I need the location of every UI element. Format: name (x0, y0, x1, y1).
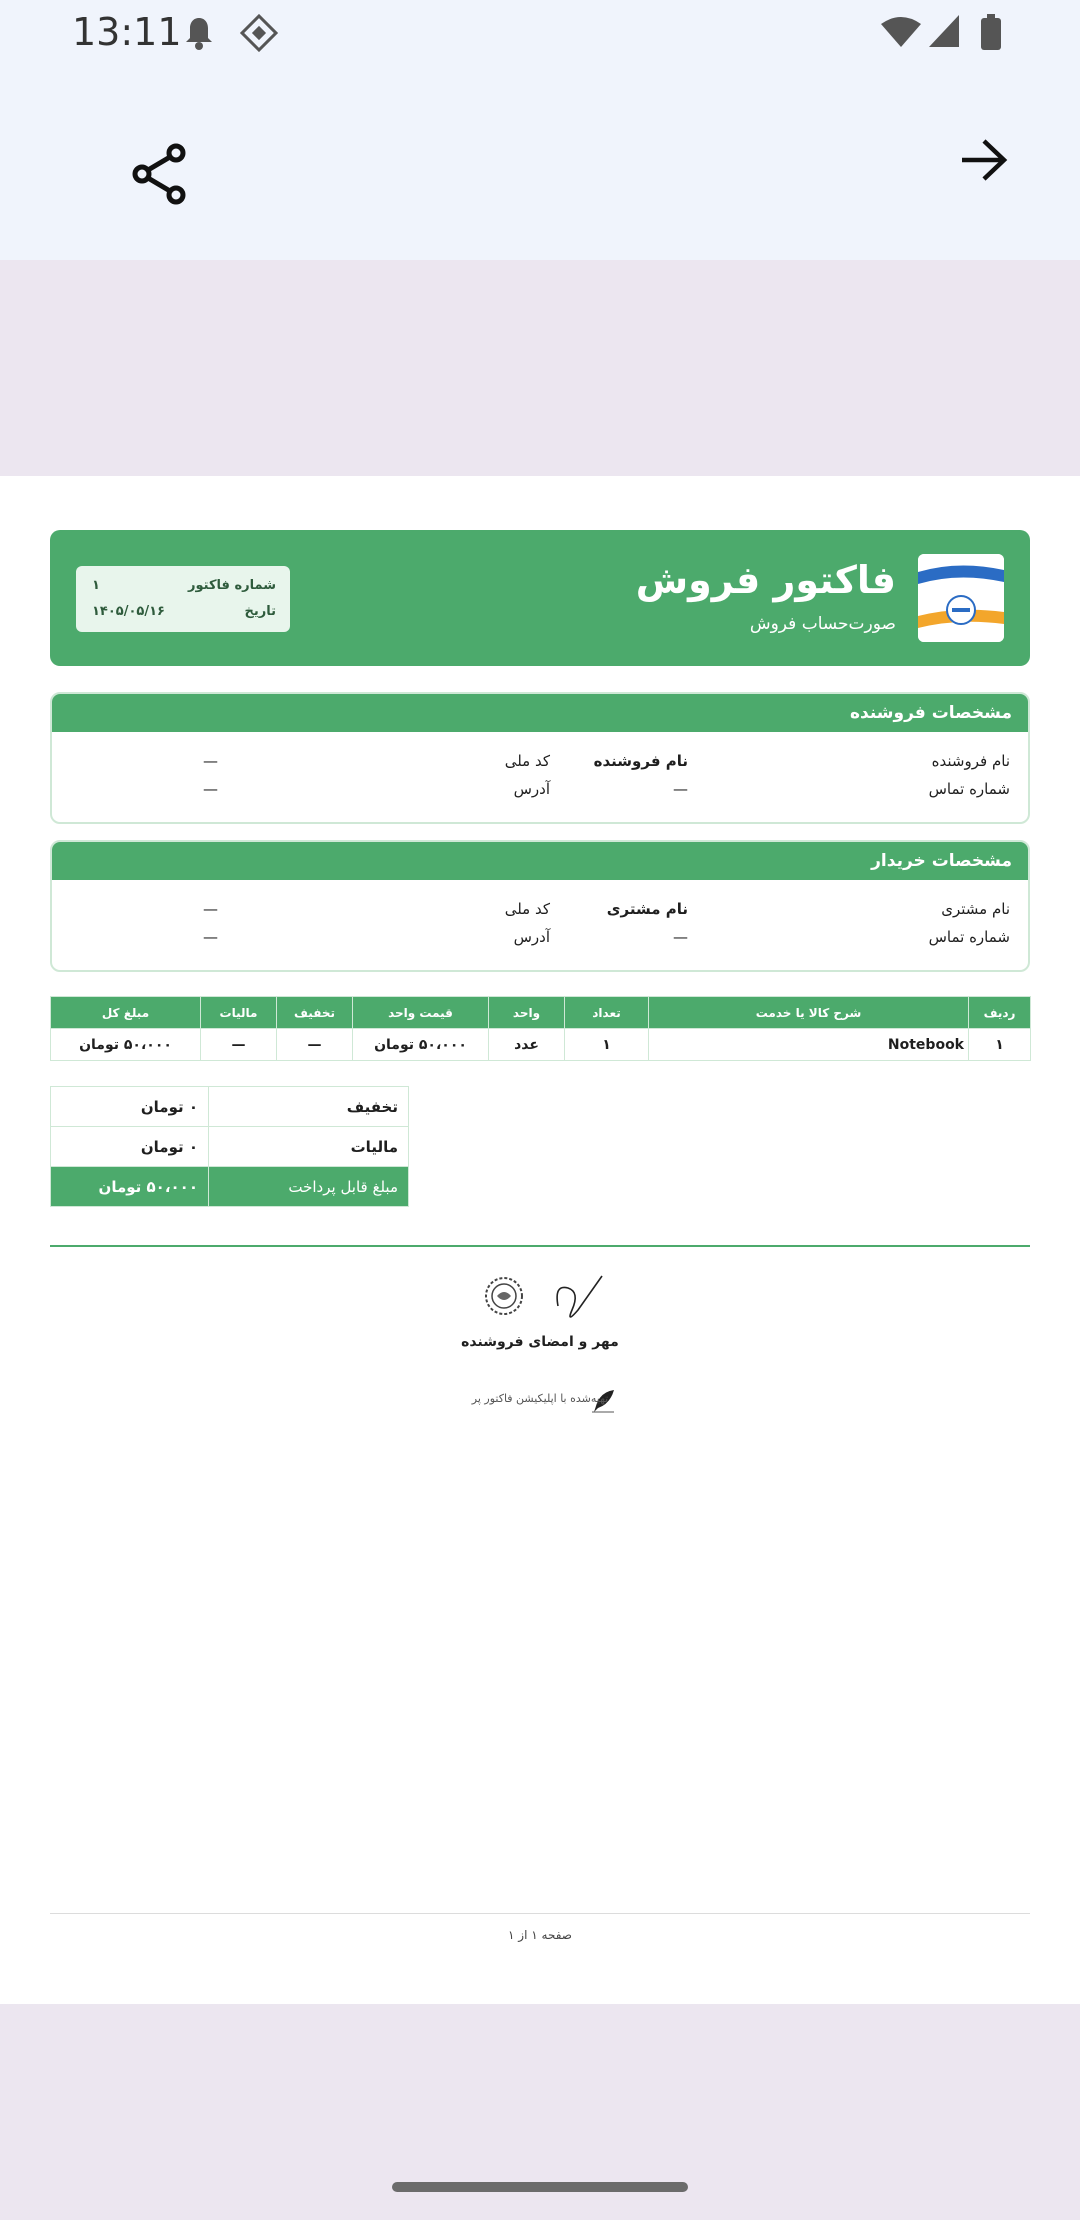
seller-national-code-label: کد ملی (504, 752, 550, 770)
preview-backdrop-top (0, 260, 1080, 476)
buyer-address-value: — (203, 928, 218, 946)
totals-discount-value: ۰ تومان (51, 1087, 209, 1127)
company-logo (918, 554, 1004, 642)
totals-payable-label: مبلغ قابل پرداخت (209, 1167, 409, 1207)
cell-row-number: ۱ (969, 1029, 1031, 1061)
items-table (50, 996, 1031, 1061)
seller-address-value: — (203, 780, 218, 798)
logo-image-icon (918, 554, 1004, 642)
buyer-phone-value: — (673, 928, 688, 946)
seller-section (50, 692, 1030, 824)
totals-table (50, 1086, 409, 1207)
seller-phone-value: — (673, 780, 688, 798)
battery-icon (980, 14, 1002, 50)
status-time: 13:11 (72, 10, 182, 54)
col-header-tax: مالیات (201, 997, 277, 1029)
col-header-total: مبلغ کل (51, 997, 201, 1029)
notification-bell-icon (184, 16, 214, 50)
totals-tax-row (51, 1127, 409, 1167)
buyer-address-label: آدرس (513, 928, 550, 946)
col-header-quantity: تعداد (565, 997, 649, 1029)
col-header-description: شرح کالا یا خدمت (649, 997, 969, 1029)
buyer-name-value: نام مشتری (606, 900, 688, 918)
cell-unit: عدد (489, 1029, 565, 1061)
cell-discount: — (277, 1029, 353, 1061)
buyer-name-label: نام مشتری (941, 900, 1010, 918)
home-gesture-bar[interactable] (392, 2182, 688, 2192)
cell-unit-price: ۵۰،۰۰۰ تومان (353, 1029, 489, 1061)
invoice-date-label: تاریخ (244, 604, 276, 619)
signature-label: مهر و امضای فروشنده (461, 1334, 619, 1350)
arrow-forward-icon (960, 138, 1008, 182)
invoice-header (50, 530, 1030, 666)
buyer-section (50, 840, 1030, 972)
table-row (51, 1029, 1031, 1061)
invoice-date-value: ۱۴۰۵/۰۵/۱۶ (92, 604, 165, 619)
share-button[interactable] (112, 126, 208, 222)
cell-quantity: ۱ (565, 1029, 649, 1061)
totals-discount-row (51, 1087, 409, 1127)
totals-discount-label: تخفیف (209, 1087, 409, 1127)
buyer-national-code-label: کد ملی (504, 900, 550, 918)
items-header-row (51, 997, 1031, 1029)
col-header-unit: واحد (489, 997, 565, 1029)
buyer-phone-label: شماره تماس (928, 928, 1010, 946)
cell-signal-icon (928, 14, 960, 48)
status-bar (0, 0, 1080, 66)
share-icon (130, 143, 190, 205)
wifi-icon (880, 16, 922, 48)
cell-tax: — (201, 1029, 277, 1061)
cell-description: Notebook (649, 1029, 969, 1061)
seller-address-label: آدرس (513, 780, 550, 798)
invoice-number-label: شماره فاکتور (188, 578, 276, 593)
invoice-meta (76, 566, 290, 632)
seller-national-code-value: — (203, 752, 218, 770)
page-number: صفحه ۱ از ۱ (508, 1928, 572, 1942)
seller-section-header: مشخصات فروشنده (52, 694, 1028, 732)
totals-payable-value: ۵۰،۰۰۰ تومان (51, 1167, 209, 1207)
app-diamond-icon (240, 14, 278, 52)
col-header-discount: تخفیف (277, 997, 353, 1029)
totals-payable-row (51, 1167, 409, 1207)
section-divider (50, 1245, 1030, 1247)
seller-signature-icon (552, 1270, 608, 1326)
totals-tax-value: ۰ تومان (51, 1127, 209, 1167)
seller-name-value: نام فروشنده (593, 752, 688, 770)
seller-phone-label: شماره تماس (928, 780, 1010, 798)
back-button[interactable] (936, 112, 1032, 208)
invoice-title: فاکتور فروش (635, 558, 896, 602)
totals-tax-label: مالیات (209, 1127, 409, 1167)
invoice-number-value: ۱ (92, 578, 100, 593)
col-header-row-number: ردیف (969, 997, 1031, 1029)
buyer-national-code-value: — (203, 900, 218, 918)
cell-total: ۵۰،۰۰۰ تومان (51, 1029, 201, 1061)
seller-stamp-icon (484, 1276, 524, 1316)
app-credit-text: تهیه‌شده با اپلیکیشن فاکتور پر (471, 1392, 609, 1405)
app-bar (0, 66, 1080, 260)
buyer-section-header: مشخصات خریدار (52, 842, 1028, 880)
footer-divider (50, 1913, 1030, 1914)
col-header-unit-price: قیمت واحد (353, 997, 489, 1029)
invoice-subtitle: صورت‌حساب فروش (749, 614, 896, 634)
seller-name-label: نام فروشنده (931, 752, 1010, 770)
